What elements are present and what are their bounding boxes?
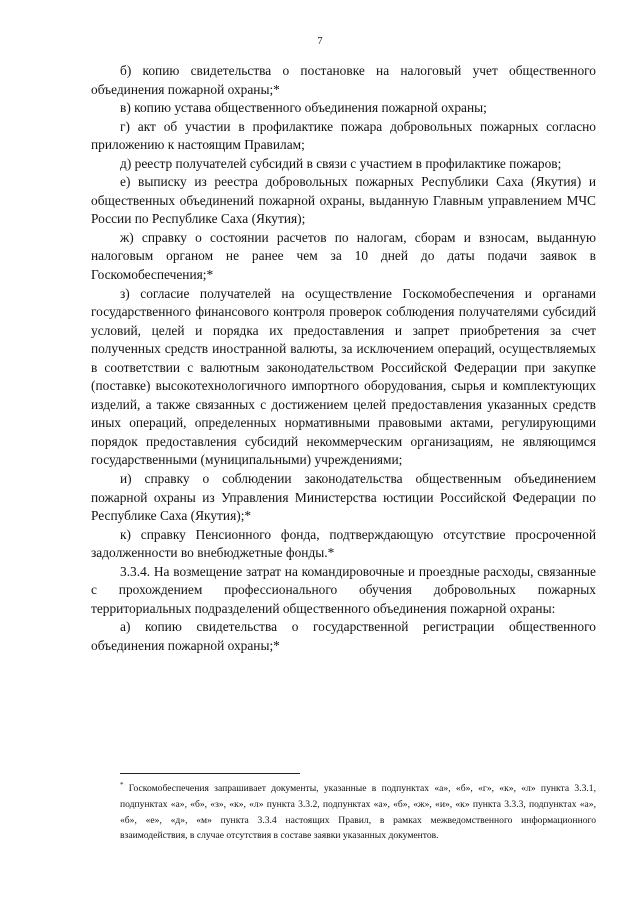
document-body: [91, 62, 596, 656]
paragraph-k: к) справку Пенсионного фонда, подтверждающую отсутствие просроченной задолженности во внебюджетные фонды.*: [91, 526, 596, 561]
paragraph-i: и) справку о соблюдении законодательства общественным объединением пожарной охраны из Управления Министерства юстиции Российской Федерации по Республике Саха (Якутия);*: [91, 471, 596, 524]
paragraph-v: в) копию устава общественного объединения пожарной охраны;: [120, 100, 487, 116]
footnote: [120, 778, 596, 844]
paragraph-g: г) акт об участии в профилактике пожара добровольных пожарных согласно приложению к настоящим Правилам;: [91, 118, 596, 153]
paragraph-b: б) копию свидетельства о постановке на налоговый учет общественного объединения пожарной охраны;*: [91, 63, 596, 97]
paragraph-a: а) копию свидетельства о государственной регистрации общественного объединения пожарной охраны;*: [91, 619, 596, 653]
paragraph-d: д) реестр получателей субсидий в связи с участием в профилактике пожаров;: [120, 155, 562, 171]
paragraph-z: з) согласие получателей на осуществление Госкомобеспечения и органами государственного финансового контроля проверок соблюдения получателями субсидий условий, целей и порядка их предоставления и запрет приобретения за счет полученных средств иностранной валюты, за исключением операций, осуществляемых в соответствии с валютным законодательством Российской Федерации при закупке (поставке) высокотехнологичного импортного оборудования, сырья и комплектующих изделий, а также связанных с достижением целей предоставления указанных средств иных операций, определенных нормативными правовыми актами, регулирующими порядок предоставления субсидий некоммерческим организациям, не являющимся государственными (муниципальными) учреждениями;: [91, 285, 596, 468]
footnote-text: Госкомобеспечения запрашивает документы, указанные в подпунктах «а», «б», «г», «к», «л» пункта 3.3.1, подпунктах «а», «б», «з», «к», «л» пункта 3.3.2, подпунктах «а», «б», «ж», «и», «к» пункта 3.3.3, подпунктах «а», «б», «е», «д», «м» пункта 3.3.4 настоящих Правил, в рамках межведомственного информационного взаимодействия, в случае отсутствия в составе заявки указанных документов.: [120, 783, 596, 842]
paragraph-e: е) выписку из реестра добровольных пожарных Республики Саха (Якутия) и общественных объединений пожарной охраны, выданную Главным управлением МЧС России по Республике Саха (Якутия);: [91, 174, 596, 227]
paragraph-3-3-4: 3.3.4. На возмещение затрат на командировочные и проездные расходы, связанные с прохождением профессионального обучения добровольных пожарных территориальных подразделений общественного объединения пожарной охраны:: [91, 563, 596, 616]
paragraph-zh: ж) справку о состоянии расчетов по налогам, сборам и взносам, выданную налоговым органом не ранее чем за 10 дней до даты подачи заявок в Госкомобеспечения;*: [91, 229, 596, 283]
footnote-separator: [120, 773, 300, 774]
page-number: 7: [317, 36, 323, 47]
footnote-marker: *: [120, 781, 124, 789]
